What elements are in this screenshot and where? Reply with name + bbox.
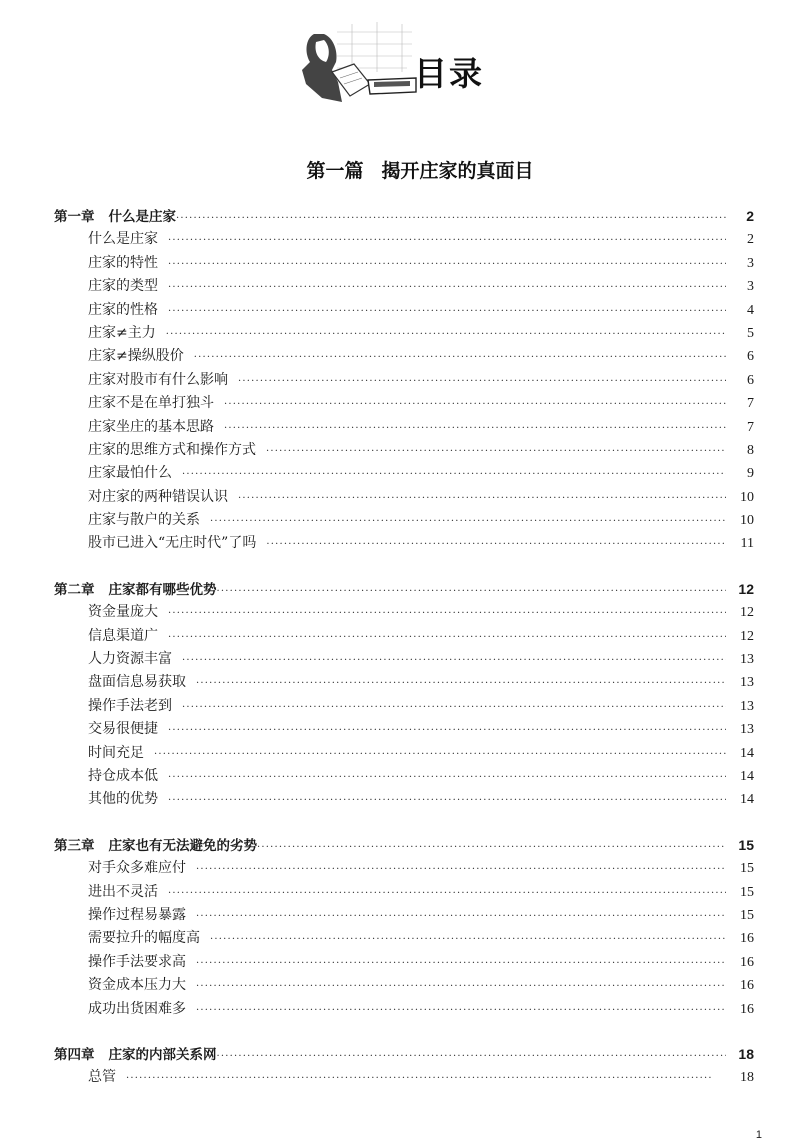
dot-leader bbox=[168, 276, 726, 299]
section-title: 总管 bbox=[88, 1069, 116, 1086]
page-number: 16 bbox=[740, 954, 754, 970]
page-number: 2 bbox=[746, 208, 754, 224]
chapter-number: 第四章 bbox=[54, 1046, 95, 1063]
dot-leader bbox=[196, 952, 726, 975]
toc-section-entry[interactable] bbox=[54, 392, 754, 415]
page-number: 7 bbox=[747, 396, 754, 412]
page-number: 12 bbox=[740, 605, 754, 621]
section-title: 股市已进入“无庄时代”了吗 bbox=[88, 535, 257, 552]
section-title: 对庄家的两种错误认识 bbox=[88, 488, 228, 505]
dot-leader bbox=[168, 719, 726, 742]
toc-chapter-entry[interactable] bbox=[54, 578, 754, 601]
toc-section-entry[interactable] bbox=[54, 951, 754, 974]
toc-section-entry[interactable] bbox=[54, 601, 754, 624]
dot-leader bbox=[196, 905, 726, 928]
section-title: 成功出货困难多 bbox=[88, 1000, 186, 1017]
part-number: 第一篇 bbox=[306, 160, 364, 182]
section-title: 操作手法老到 bbox=[88, 697, 172, 714]
toc-section-entry[interactable] bbox=[54, 974, 754, 997]
footer-page-number: 1 bbox=[755, 1129, 762, 1141]
section-title: 盘面信息易获取 bbox=[88, 674, 186, 691]
toc-section-entry[interactable] bbox=[54, 788, 754, 811]
toc-section-entry[interactable] bbox=[54, 252, 754, 275]
section-title: 操作过程易暴露 bbox=[88, 906, 186, 923]
page-number: 10 bbox=[740, 513, 754, 529]
page-number: 3 bbox=[747, 255, 754, 271]
dot-leader bbox=[238, 370, 726, 393]
chapter-number: 第三章 bbox=[54, 837, 95, 854]
dot-leader bbox=[224, 417, 726, 440]
page-number: 10 bbox=[740, 489, 754, 505]
dot-leader bbox=[196, 975, 726, 998]
page-number: 2 bbox=[747, 232, 754, 248]
section-title: 庄家的类型 bbox=[88, 278, 158, 295]
dot-leader bbox=[168, 766, 726, 789]
toc-title: 目录 bbox=[414, 54, 484, 93]
toc-section-entry[interactable] bbox=[54, 462, 754, 485]
toc-section-entry[interactable] bbox=[54, 671, 754, 694]
chapter-4 bbox=[54, 1043, 754, 1090]
section-title: 庄家坐庄的基本思路 bbox=[88, 418, 214, 435]
page-number: 5 bbox=[747, 325, 754, 341]
dot-leader bbox=[168, 602, 726, 625]
chapter-3 bbox=[54, 834, 754, 1021]
dot-leader bbox=[126, 1067, 726, 1090]
page-number: 3 bbox=[747, 279, 754, 295]
toc-section-entry[interactable] bbox=[54, 439, 754, 462]
section-title: 操作手法要求高 bbox=[88, 953, 186, 970]
page-number: 15 bbox=[740, 884, 754, 900]
section-title: 其他的优势 bbox=[88, 791, 158, 808]
part-title bbox=[0, 156, 800, 183]
dot-leader bbox=[182, 463, 726, 486]
page-number: 16 bbox=[740, 978, 754, 994]
page-number: 16 bbox=[740, 1001, 754, 1017]
toc-section-entry[interactable] bbox=[54, 625, 754, 648]
section-title: 庄家对股市有什么影响 bbox=[88, 371, 228, 388]
page-number: 13 bbox=[740, 722, 754, 738]
page-number: 13 bbox=[740, 652, 754, 668]
toc-section-entry[interactable] bbox=[54, 369, 754, 392]
part-name: 揭开庄家的真面目 bbox=[381, 160, 534, 182]
toc-chapter-entry[interactable] bbox=[54, 834, 754, 857]
toc-section-entry[interactable] bbox=[54, 275, 754, 298]
section-title: 庄家≠主力 bbox=[88, 324, 156, 341]
toc-section-entry[interactable] bbox=[54, 345, 754, 368]
page-number: 13 bbox=[740, 698, 754, 714]
table-of-contents bbox=[54, 205, 754, 1112]
dot-leader bbox=[224, 393, 726, 416]
chapter-title: 庄家也有无法避免的劣势 bbox=[108, 837, 257, 854]
page-number: 14 bbox=[740, 792, 754, 808]
dot-leader bbox=[168, 229, 726, 252]
toc-section-entry[interactable] bbox=[54, 509, 754, 532]
section-title: 什么是庄家 bbox=[88, 231, 158, 248]
toc-section-entry[interactable] bbox=[54, 695, 754, 718]
dot-leader bbox=[182, 696, 726, 719]
dot-leader bbox=[168, 626, 726, 649]
dot-leader bbox=[176, 207, 726, 230]
dot-leader bbox=[168, 253, 726, 276]
toc-section-entry[interactable] bbox=[54, 532, 754, 555]
page-number: 13 bbox=[740, 675, 754, 691]
toc-section-entry[interactable] bbox=[54, 904, 754, 927]
page-number: 6 bbox=[747, 349, 754, 365]
section-title: 进出不灵活 bbox=[88, 883, 158, 900]
section-title: 时间充足 bbox=[88, 744, 144, 761]
toc-section-entry[interactable] bbox=[54, 742, 754, 765]
toc-section-entry[interactable] bbox=[54, 648, 754, 671]
section-title: 资金成本压力大 bbox=[88, 977, 186, 994]
section-title: 交易很便捷 bbox=[88, 721, 158, 738]
dot-leader bbox=[168, 882, 726, 905]
toc-section-entry[interactable] bbox=[54, 927, 754, 950]
page-number: 12 bbox=[738, 580, 754, 597]
section-title: 持仓成本低 bbox=[88, 767, 158, 784]
dot-leader bbox=[196, 672, 726, 695]
toc-section-entry[interactable] bbox=[54, 299, 754, 322]
dot-leader bbox=[217, 1045, 727, 1068]
section-title: 信息渠道广 bbox=[88, 627, 158, 644]
dot-leader bbox=[210, 510, 726, 533]
page-number: 4 bbox=[747, 302, 754, 318]
toc-section-entry[interactable] bbox=[54, 718, 754, 741]
dot-leader bbox=[238, 487, 726, 510]
section-title: 庄家最怕什么 bbox=[88, 465, 172, 482]
toc-section-entry[interactable] bbox=[54, 486, 754, 509]
section-title: 人力资源丰富 bbox=[88, 651, 172, 668]
page-number: 15 bbox=[740, 907, 754, 923]
page-number: 15 bbox=[738, 836, 754, 853]
section-title: 庄家与散户的关系 bbox=[88, 512, 200, 529]
dot-leader bbox=[154, 743, 726, 766]
page-number: 15 bbox=[740, 861, 754, 877]
toc-chapter-entry[interactable] bbox=[54, 205, 754, 228]
man-reading-book-illustration bbox=[292, 12, 432, 107]
section-title: 庄家的思维方式和操作方式 bbox=[88, 441, 256, 458]
chapter-title: 什么是庄家 bbox=[108, 209, 176, 225]
toc-section-entry[interactable] bbox=[54, 416, 754, 439]
dot-leader bbox=[210, 928, 726, 951]
toc-section-entry[interactable] bbox=[54, 857, 754, 880]
page-number: 14 bbox=[740, 745, 754, 761]
dot-leader bbox=[194, 346, 726, 369]
page-number: 6 bbox=[747, 372, 754, 388]
dot-leader bbox=[266, 440, 726, 463]
toc-section-entry[interactable] bbox=[54, 322, 754, 345]
chapter-2 bbox=[54, 578, 754, 812]
dot-leader bbox=[168, 300, 726, 323]
page-number: 7 bbox=[747, 419, 754, 435]
dot-leader bbox=[196, 999, 726, 1022]
chapter-1 bbox=[54, 205, 754, 556]
dot-leader bbox=[166, 323, 726, 346]
toc-section-entry[interactable] bbox=[54, 881, 754, 904]
page-number: 14 bbox=[740, 768, 754, 784]
section-title: 对手众多难应付 bbox=[88, 860, 186, 877]
section-title: 资金量庞大 bbox=[88, 604, 158, 621]
chapter-title: 庄家的内部关系网 bbox=[108, 1046, 217, 1063]
dot-leader bbox=[182, 649, 726, 672]
chapter-number: 第二章 bbox=[54, 581, 95, 598]
dot-leader bbox=[217, 580, 727, 603]
section-title: 庄家的特性 bbox=[88, 254, 158, 271]
page-number: 11 bbox=[740, 536, 754, 552]
section-title: 需要拉升的幅度高 bbox=[88, 930, 200, 947]
toc-section-entry[interactable] bbox=[54, 1066, 754, 1089]
toc-section-entry[interactable] bbox=[54, 998, 754, 1021]
toc-section-entry[interactable] bbox=[54, 228, 754, 251]
chapter-number: 第一章 bbox=[54, 209, 95, 225]
page-number: 12 bbox=[740, 628, 754, 644]
page-number: 16 bbox=[740, 931, 754, 947]
page-number: 18 bbox=[740, 1070, 754, 1086]
dot-leader bbox=[257, 836, 726, 859]
dot-leader bbox=[168, 789, 726, 812]
section-title: 庄家≠操纵股价 bbox=[88, 348, 184, 365]
dot-leader bbox=[266, 533, 726, 556]
page-number: 18 bbox=[738, 1045, 754, 1062]
chapter-title: 庄家都有哪些优势 bbox=[108, 581, 217, 598]
dot-leader bbox=[196, 858, 726, 881]
toc-chapter-entry[interactable] bbox=[54, 1043, 754, 1066]
section-title: 庄家不是在单打独斗 bbox=[88, 395, 214, 412]
page-number: 8 bbox=[747, 442, 754, 458]
page-number: 9 bbox=[747, 466, 754, 482]
section-title: 庄家的性格 bbox=[88, 301, 158, 318]
toc-section-entry[interactable] bbox=[54, 765, 754, 788]
